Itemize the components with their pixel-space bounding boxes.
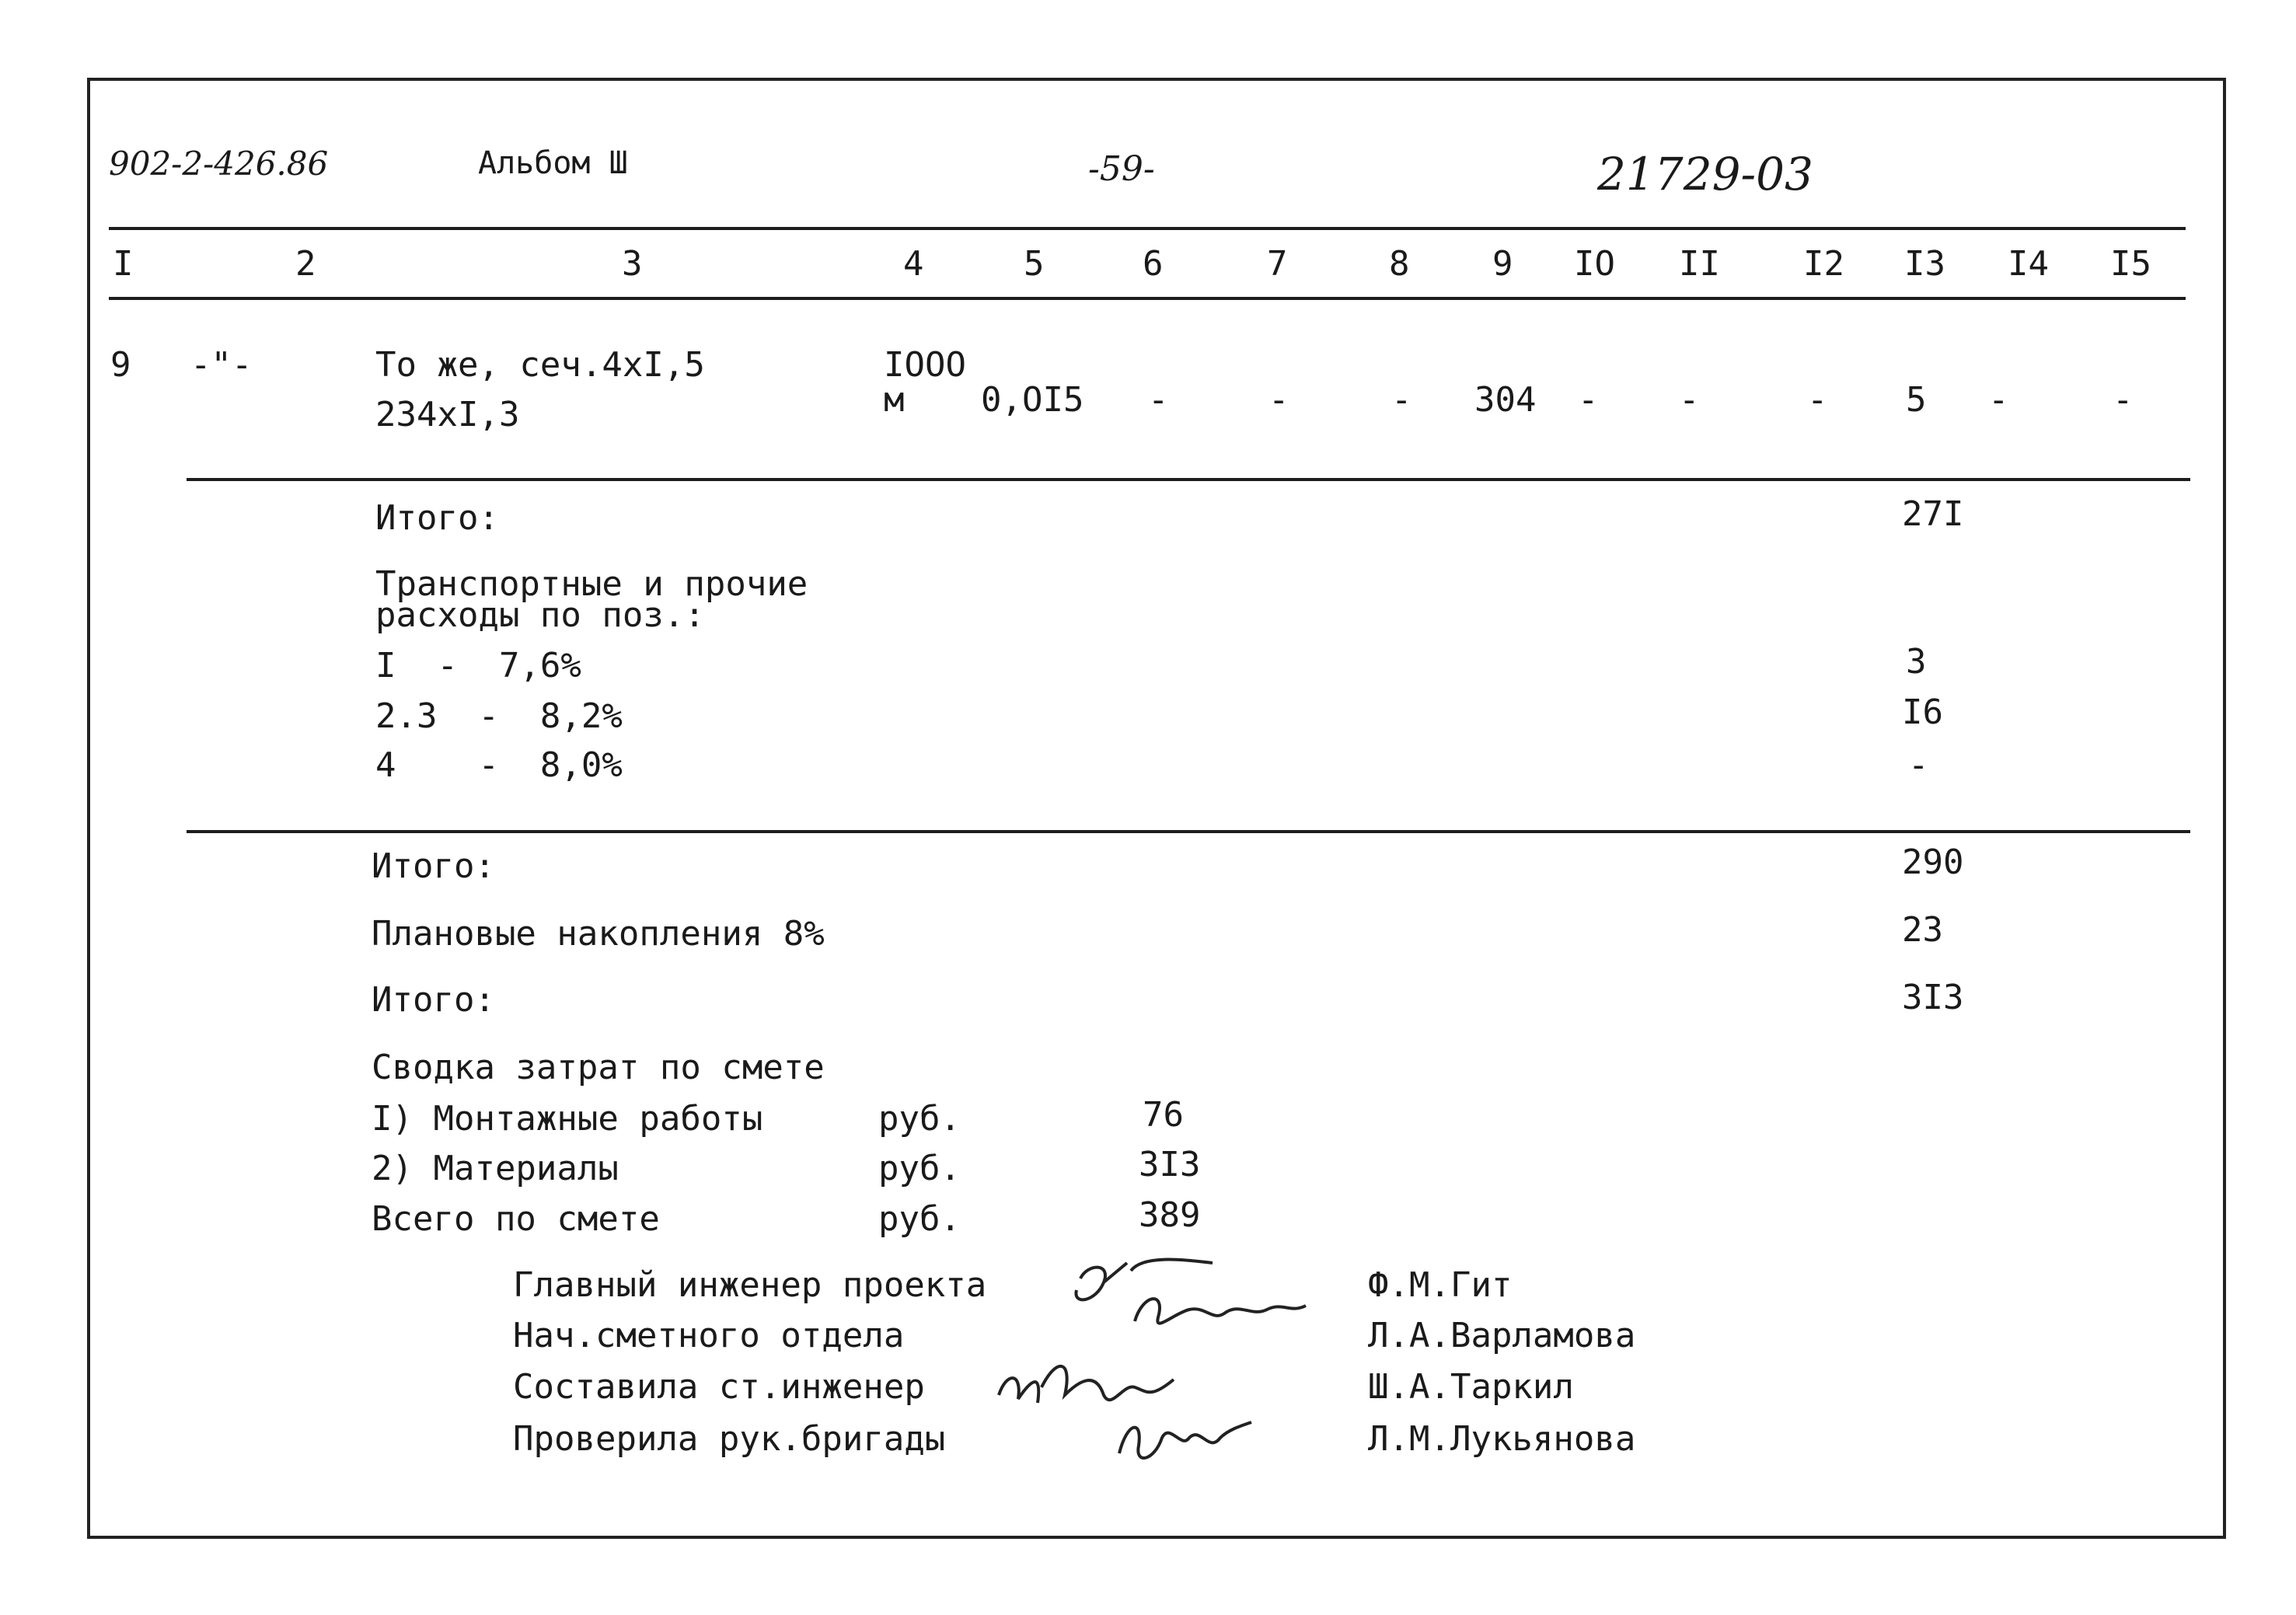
summary-item-value: 76 [1143,1095,1184,1135]
signature-name: Л.А.Варламова [1368,1316,1636,1355]
project-number: 21729-03 [1597,148,1813,201]
transport-item-value: 3 [1906,642,1927,682]
col-number-2: 2 [295,244,316,284]
signature-role: Главный инженер проекта [513,1265,987,1305]
transport-item-value: - [1908,745,1929,785]
row-description-line1: То же, сеч.4хI,5 [375,345,705,385]
row-col5: 0,OI5 [981,380,1084,420]
handwritten-signature-checker [1104,1391,1259,1477]
subtotal2-label: Итого: [372,846,495,886]
row-quantity: IOOO [884,345,966,385]
transport-item-label: 4 - 8,0% [375,745,623,785]
transport-item-label: I - 7,6% [375,646,581,685]
col-number-13: I3 [1904,244,1945,284]
signature-role: Составила ст.инженер [513,1367,925,1407]
col-number-3: 3 [622,244,643,284]
row-col14: - [1988,380,2009,420]
row-col10: - [1578,380,1599,420]
header-rule-top [109,227,2186,230]
row-unit: м [884,380,905,420]
col-number-8: 8 [1389,244,1410,284]
col-number-12: I2 [1803,244,1844,284]
col-number-1: I [113,244,134,284]
transport-item-value: I6 [1902,692,1943,732]
planned-label: Плановые накопления 8% [372,914,825,954]
row-col11: - [1679,380,1700,420]
row-col13: 5 [1906,380,1927,420]
summary-title: Сводка затрат по смете [372,1048,825,1087]
signature-name: Ш.А.Таркил [1368,1367,1574,1407]
subtotal1-label: Итого: [375,498,499,538]
signature-role: Проверила рук.бригады [513,1419,946,1459]
header-rule-bottom [109,297,2186,300]
summary-item-label: 2) Материалы [372,1149,619,1188]
signature-name: Л.М.Лукьянова [1368,1419,1636,1459]
signature-name: Ф.М.Гит [1368,1265,1513,1305]
col-number-6: 6 [1143,244,1164,284]
section-rule-2 [187,830,2190,833]
row-description-line2: 2З4хI,3 [375,395,520,434]
col-number-10: IO [1574,244,1615,284]
col-number-9: 9 [1492,244,1513,284]
subtotal1-value: 27I [1902,494,1964,534]
summary-item-label: Всего по смете [372,1199,660,1239]
planned-value: 23 [1902,910,1943,950]
album-label: Альбом Ш [478,145,628,181]
transport-title-line1: Транспортные и прочие [375,564,808,604]
page-number: -59- [1088,149,1155,189]
col-number-15: I5 [2110,244,2151,284]
row-col6: - [1148,380,1169,420]
handwritten-signature-chief-engineer [1057,1247,1337,1348]
row-ditto: -"- [190,345,253,385]
col-number-4: 4 [903,244,924,284]
doc-code: 902-2-426.86 [109,145,329,183]
section-rule-1 [187,478,2190,481]
transport-item-label: 2.3 - 8,2% [375,696,623,736]
row-number: 9 [110,345,131,385]
col-number-14: I4 [2008,244,2049,284]
summary-item-unit: руб. [878,1099,961,1139]
row-col15: - [2113,380,2134,420]
summary-item-label: I) Монтажные работы [372,1099,763,1139]
subtotal3-value: 3I3 [1902,978,1964,1017]
row-col9: 304 [1474,380,1537,420]
signature-role: Нач.сметного отдела [513,1316,905,1355]
summary-item-unit: руб. [878,1199,961,1239]
subtotal3-label: Итого: [372,980,495,1020]
summary-item-unit: руб. [878,1149,961,1188]
summary-item-value: 389 [1139,1195,1201,1235]
row-col7: - [1268,380,1289,420]
col-number-7: 7 [1267,244,1288,284]
row-col8: - [1391,380,1412,420]
summary-item-value: 3I3 [1139,1145,1201,1184]
col-number-11: II [1679,244,1720,284]
subtotal2-value: 290 [1902,842,1964,882]
col-number-5: 5 [1024,244,1045,284]
transport-title-line2: расходы по поз.: [375,595,705,635]
row-col12: - [1807,380,1828,420]
